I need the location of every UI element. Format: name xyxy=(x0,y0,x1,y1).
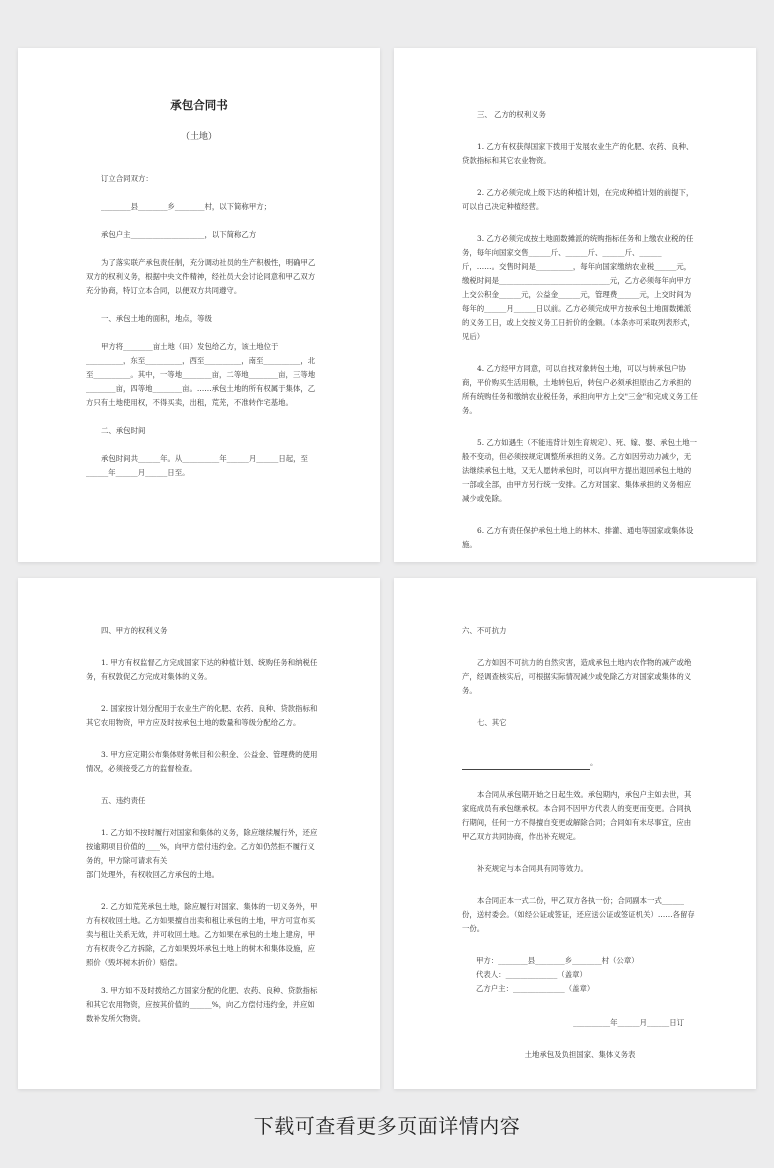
section-1-heading: 一、承包土地的面积，地点，等级 xyxy=(101,314,212,323)
document-page-4 xyxy=(394,578,756,1089)
parties-label: 订立合同双方： xyxy=(101,174,153,183)
section-3-item-4: 4. 乙方经甲方同意，可以自找对象转包土地，可以与转承包户协商，平价购买生活用粮，土地转包后，转包户必须承担原由乙方承担的所有统购任务和缴纳农业税任务，承担向甲方上交"三金"和完成义务工任务。 xyxy=(462,364,698,415)
section-3-item-3: 3. 乙方必须完成按土地面数摊派的统购指标任务和上缴农业税的任务，每年向国家交售______斤、______斤、______斤、______斤，……。交售时间是__________，每年向国家缴纳农业税______元，缴税时间是______________________________元，乙方必须每年向甲方上交公积金______元，公益金______元，管理费______元，上交时间为每年的______月______日以前。乙方必须完成甲方按承包土地面数摊派的义务工日，或上交按义务工日折价的金额。（本条亦可采取列表形式，见后） xyxy=(462,234,695,341)
section-2-heading: 二、承包时间 xyxy=(101,426,146,435)
document-page-2 xyxy=(394,48,756,562)
section-5-item-3: 3. 甲方如不及时拨给乙方国家分配的化肥、农药、良种、贷款指标和其它农用物资，应按其价值的______%，向乙方偿付违约金，并应如数补发所欠物资。 xyxy=(86,986,318,1023)
section-6-body: 乙方如因不可抗力的自然灾害，造成承包土地内农作物的减产或绝产，经调查核实后，可根据实际情况减少或免除乙方对国家或集体的义务。 xyxy=(462,658,692,695)
blank-line xyxy=(462,756,698,770)
section-6-heading: 六、不可抗力 xyxy=(462,626,507,635)
section-2-body: 承包时间共______年。从__________年______月______日起，至______年______月______日至。 xyxy=(86,454,308,477)
section-3-item-1: 1. 乙方有权获得国家下拨用于发展农业生产的化肥、农药、良种、贷款指标和其它农业物资。 xyxy=(462,142,694,165)
blank-underline xyxy=(462,759,590,770)
party-b-signature: 乙方户主：______________（盖章） xyxy=(476,984,595,993)
document-subtitle: （土地） xyxy=(180,132,217,142)
section-3-item-5: 5. 乙方如遇生（不能违背计划生育规定）、死、嫁、娶、承包土地一般不变动，但必须按规定调整所承担的义务。乙方如因劳动力减少，无法继续承包土地，又无人愿转承包时，可以向甲方提出退回承包土地的一部或全部，由甲方另行统一安排。乙方对国家、集体承担的义务相应减少或免除。 xyxy=(462,438,698,503)
party-b-line: 承包户主____________________，以下简称乙方 xyxy=(101,230,257,239)
section-3-item-2: 2. 乙方必须完成上级下达的种植计划，在完成种植计划的前提下，可以自己决定种植经营。 xyxy=(462,188,694,211)
section-5-item-1-cont: 部门处理外，有权收回乙方承包的土地。 xyxy=(86,870,220,879)
section-4-heading: 四、甲方的权利义务 xyxy=(101,626,168,635)
party-a-signature: 甲方：________县________乡________村（公章） xyxy=(476,956,639,965)
supplement-paragraph: 补充规定与本合同具有同等效力。 xyxy=(477,864,588,873)
signing-date: __________年______月______日订 xyxy=(573,1018,684,1027)
section-4-item-1: 1. 甲方有权监督乙方完成国家下达的种植计划、统购任务和纳税任务，有权敦促乙方完成对集体的义务。 xyxy=(86,658,318,681)
section-5-heading: 五、违约责任 xyxy=(101,796,146,805)
effect-paragraph: 本合同从承包期开始之日起生效。承包期内，承包户主如去世，其家庭成员有承包继承权。本合同不因甲方代表人的变更而变更。合同执行期间，任何一方不得擅自变更或解除合同；合同如有未尽事宜，应由甲乙双方共同协商，作出补充规定。 xyxy=(462,790,692,841)
obligation-table-note: 土地承包及负担国家、集体义务表 xyxy=(524,1050,636,1059)
copies-paragraph: 本合同正本一式二份，甲乙双方各执一份；合同副本一式______份，送村委会。（如经公证或签证，还应送公证或签证机关）……各留存一份。 xyxy=(462,896,695,933)
section-5-item-1: 1. 乙方如不按时履行对国家和集体的义务，除应继续履行外，还应按逾期项目价值的____%，向甲方偿付违约金。乙方如仍然拒不履行义务的，甲方除可请求有关 xyxy=(86,828,318,865)
section-4-item-2: 2. 国家按计划分配用于农业生产的化肥、农药、良种、贷款指标和其它农用物资，甲方应及时按承包土地的数量和等级分配给乙方。 xyxy=(86,704,318,727)
party-a-line: ________县________乡________村，以下简称甲方； xyxy=(101,202,271,211)
representative-signature: 代表人：______________（盖章） xyxy=(476,970,587,979)
document-title: 承包合同书 xyxy=(170,98,228,112)
intro-paragraph: 为了落实联产承包责任制，充分调动社员的生产积极性，明确甲乙双方的权利义务，根据中央文件精神，经社员大会讨论同意和甲乙双方充分协商，特订立本合同，以便双方共同遵守。 xyxy=(86,258,316,295)
document-page-3 xyxy=(18,578,380,1089)
section-3-item-6: 6. 乙方有责任保护承包土地上的林木、排灌、通电等国家或集体设施。 xyxy=(462,526,694,549)
section-7-heading: 七、其它 xyxy=(477,718,507,727)
section-1-body: 甲方将________亩土地（田）发包给乙方，该土地位于__________，东至__________，西至__________，南至__________，北至__________。其中，一等地________亩，二等地________亩，三等地________亩，四等地________亩。……承包土地的所有权属于集体，乙方只有土地使用权，不得买卖，出租，荒芜，不准转作宅基地。 xyxy=(86,342,316,407)
section-3-heading: 三、 乙方的权利义务 xyxy=(477,110,546,119)
section-4-item-3: 3. 甲方应定期公布集体财务帐目和公积金、公益金、管理费的使用情况，必须接受乙方的监督检查。 xyxy=(86,750,318,773)
section-5-item-2: 2. 乙方如荒芜承包土地，除应履行对国家、集体的一切义务外，甲方有权收回土地。乙方如果擅自出卖和租让承包的土地，甲方可宣布买卖与租让关系无效，并可收回土地。乙方如果在承包的土地上建房，甲方有权责令乙方拆除，乙方如果毁坏承包土地上的树木和集体设施，应照价（毁坏树木折价）赔偿。 xyxy=(86,902,318,967)
blank-line-suffix: 。 xyxy=(590,758,598,767)
document-page-1 xyxy=(18,48,380,562)
download-caption: 下载可查看更多页面详情内容 xyxy=(253,1114,521,1138)
